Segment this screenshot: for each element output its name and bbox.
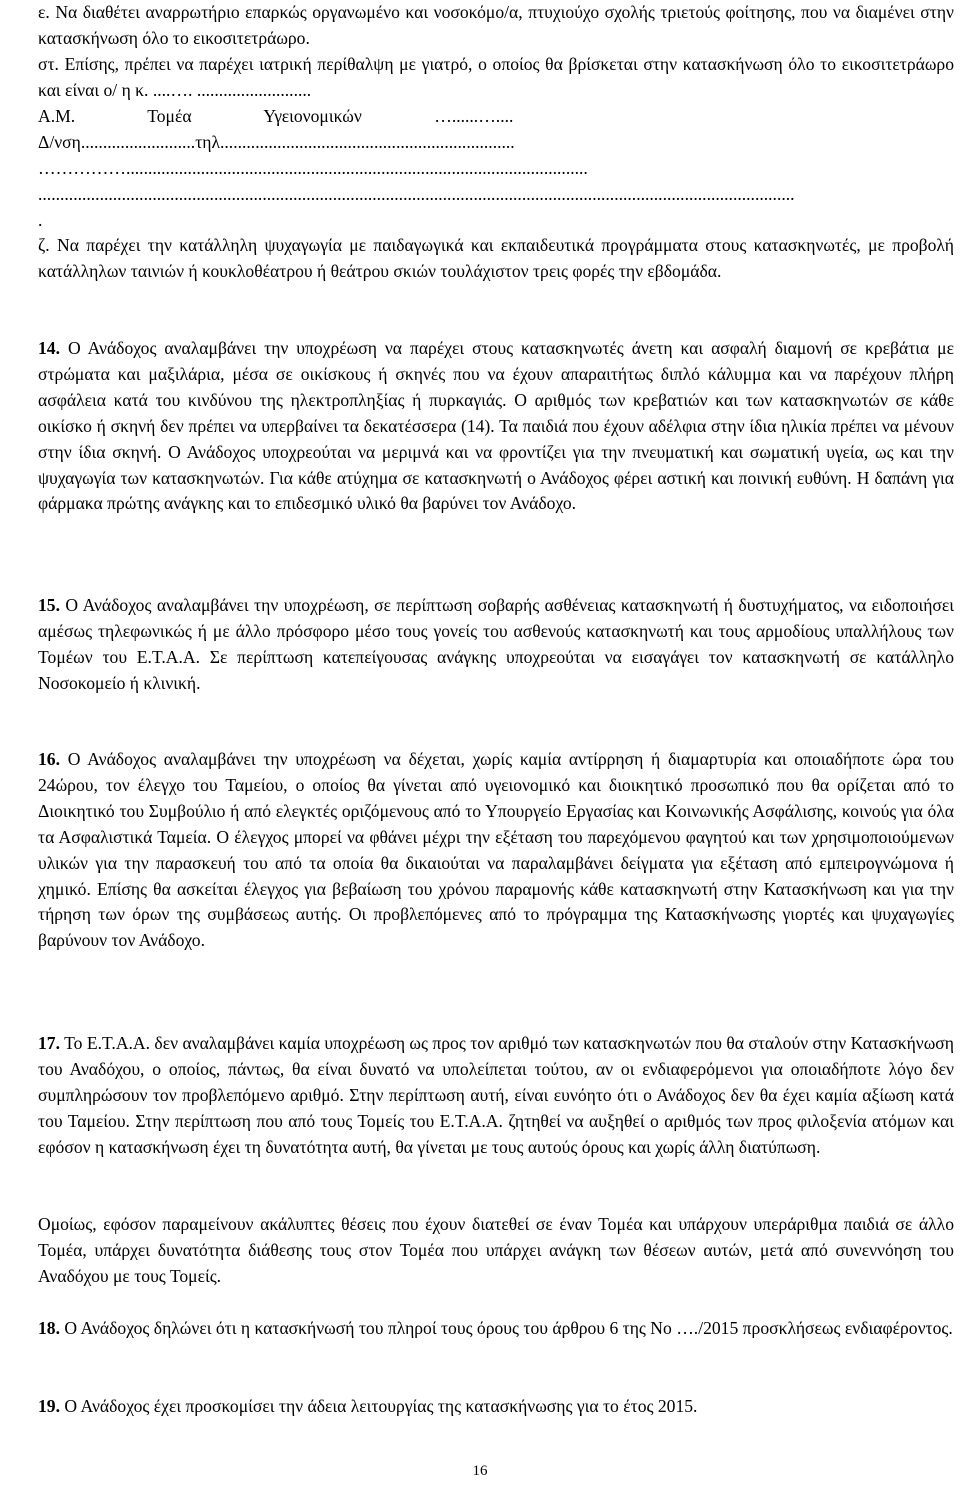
item-st: στ. Επίσης, πρέπει να παρέχει ιατρική περίθαλψη με γιατρό, ο οποίος θα βρίσκεται στην κατασκήνωση όλο το εικοσιτετράωρο και είναι ο/ η κ. ....…. .......................... (38, 54, 954, 100)
article-14 (38, 336, 954, 517)
article-text: Ο Ανάδοχος έχει προσκομίσει την άδεια λειτουργίας της κατασκήνωσης για το έτος 2015. (64, 1396, 698, 1416)
article-number: 19. (38, 1396, 60, 1416)
article-17 (38, 1031, 954, 1161)
item-st-dots-line-3: . (38, 210, 43, 230)
article-number: 18. (38, 1318, 60, 1338)
article-number: 15. (38, 595, 60, 615)
page-number: 16 (472, 1463, 488, 1479)
item-z: ζ. Να παρέχει την κατάλληλη ψυχαγωγία με παιδαγωγικά και εκπαιδευτικά προγράμματα στους κατασκηνωτές, με προβολή κατάλληλων ταινιών ή κουκλοθέατρου ή θεάτρου σκιών τουλάχιστον τρεις φορές την εβδομάδα. (38, 235, 954, 281)
article-number: 16. (38, 749, 60, 769)
article-16 (38, 747, 954, 954)
item-st-dots-line-2: ............................................................................................................................................................................ (38, 184, 795, 204)
article-text: Ο Ανάδοχος δηλώνει ότι η κατασκήνωσή του πληροί τους όρους του άρθρου 6 της Νο …./2015 προσκλήσεως ενδιαφέροντος. (64, 1318, 953, 1338)
article-15 (38, 593, 954, 697)
item-e: ε. Να διαθέτει αναρρωτήριο επαρκώς οργανωμένο και νοσοκόμο/α, πτυχιούχο σχολής τριετούς φοίτησης, που να διαμένει στην κατασκήνωση όλο το εικοσιτετράωρο. (38, 2, 954, 48)
article-17-paragraph-2: Ομοίως, εφόσον παραμείνουν ακάλυπτες θέσεις που έχουν διατεθεί σε έναν Τομέα και υπάρχουν υπεράριθμα παιδιά σε άλλο Τομέα, υπάρχει δυνατότητα διάθεσης τους στον Τομέα που υπάρχει ανάγκη των θέσεων αυτών, μετά από συνεννόηση του Αναδόχου με τους Τομείς. (38, 1214, 954, 1286)
article-text: Ο Ανάδοχος αναλαμβάνει την υποχρέωση να δέχεται, χωρίς καμία αντίρρηση ή διαμαρτυρία και οποιαδήποτε ώρα του 24ώρου, τον έλεγχο του Ταμείου, ο οποίος θα γίνεται από υγειονομικό και διοικητικό προσωπικό που θα ορίζεται από το Διοικητικό του Συμβούλιο ή από ελεγκτές οριζόμενους από το Υπουργείο Εργασίας και Κοινωνικής Ασφάλισης, κοινούς για όλα τα Ασφαλιστικά Ταμεία. Ο έλεγχος μπορεί να φθάνει μέχρι την εξέταση του παρεχόμενου φαγητού και των χρησιμοποιούμενων υλικών για την παρασκευή του από τα οποία θα δικαιούται να παραλαμβάνει δείγματα για εξέταση από εμπειρογνώμονα ή χημικό. Επίσης θα ασκείται έλεγχος για βεβαίωση του χρόνου παραμονής κάθε κατασκηνωτή στην Κατασκήνωση και για την τήρηση των όρων της συμβάσεως αυτής. Οι προβλεπόμενες από το πρόγραμμα της Κατασκήνωσης γιορτές και ψυχαγωγίες βαρύνουν τον Ανάδοχο. (38, 749, 954, 951)
article-text: Το Ε.Τ.Α.Α. δεν αναλαμβάνει καμία υποχρέωση ως προς τον αριθμό των κατασκηνωτών που θα σταλούν στην Κατασκήνωση του Αναδόχου, ο οποίος, πάντως, θα είναι δυνατό να υπολείπεται τούτου, αν οι ενδιαφερόμενοι για οποιαδήποτε λόγο δεν συμπληρώσουν τον προβλεπόμενο αριθμό. Στην περίπτωση αυτή, είναι ευνόητο ότι ο Ανάδοχος δεν θα έχει καμία αξίωση κατά του Ταμείου. Στην περίπτωση που από τους Τομείς του Ε.Τ.Α.Α. ζητηθεί να αυξηθεί ο αριθμός των προς φιλοξενία ατόμων και εφόσον η κατασκήνωση έχει τη δυνατότητα αυτή, θα γίνεται με τους αυτούς όρους και χωρίς άλλη διατύπωση. (38, 1033, 954, 1157)
article-18 (38, 1316, 954, 1342)
item-st-address-line: Δ/νση..........................τηλ................................................................... (38, 132, 515, 152)
article-text: Ο Ανάδοχος αναλαμβάνει την υποχρέωση, σε περίπτωση σοβαρής ασθένειας κατασκηνωτή ή δυστυχήματος, να ειδοποιήσει αμέσως τηλεφωνικώς ή με άλλο πρόσφορο μέσο τους γονείς του ασθενούς κατασκηνωτή και τους αρμοδίους υπαλλήλους των Τομέων του Ε.Τ.Α.Α. Σε περίπτωση κατεπείγουσας ανάγκης υποχρεούται να εισαγάγει τον κατασκηνωτή σε κατάλληλο Νοσοκομείο ή κλινική. (38, 595, 954, 693)
article-text: Ο Ανάδοχος αναλαμβάνει την υποχρέωση να παρέχει στους κατασκηνωτές άνετη και ασφαλή διαμονή σε κρεβάτια με στρώματα και μαξιλάρια, μέσα σε οικίσκους ή σκηνές που να έχουν απαραιτήτως διπλό κάλυμμα και να παρέχουν πλήρη ασφάλεια κατά του κινδύνου της ηλεκτροπληξίας ή πυρκαγιάς. Ο αριθμός των κρεβατιών και των κατασκηνωτών σε κάθε οικίσκο ή σκηνή δεν πρέπει να υπερβαίνει τα δεκατέσσερα (14). Τα παιδιά που έχουν αδέλφια στην ίδια ηλικία πρέπει να μένουν στην ίδια σκηνή. Ο Ανάδοχος υποχρεούται να μεριμνά και να φροντίζει για την πνευματική και σωματική υγεία, ως και την ψυχαγωγία των κατασκηνωτών. Για κάθε ατύχημα σε κατασκηνωτή ο Ανάδοχος φέρει αστική και ποινική ευθύνη. Η δαπάνη για φάρμακα πρώτης ανάγκης και το επιδεσμικό υλικό θα βαρύνει τον Ανάδοχο. (38, 338, 954, 514)
article-19 (38, 1394, 954, 1420)
article-number: 14. (38, 338, 60, 358)
article-number: 17. (38, 1033, 60, 1053)
item-st-amka-line: Α.Μ. Τομέα Υγειονομικών …......….... (38, 106, 514, 126)
item-st-dots-line-1: ……………......................................................................................................... (38, 158, 588, 178)
